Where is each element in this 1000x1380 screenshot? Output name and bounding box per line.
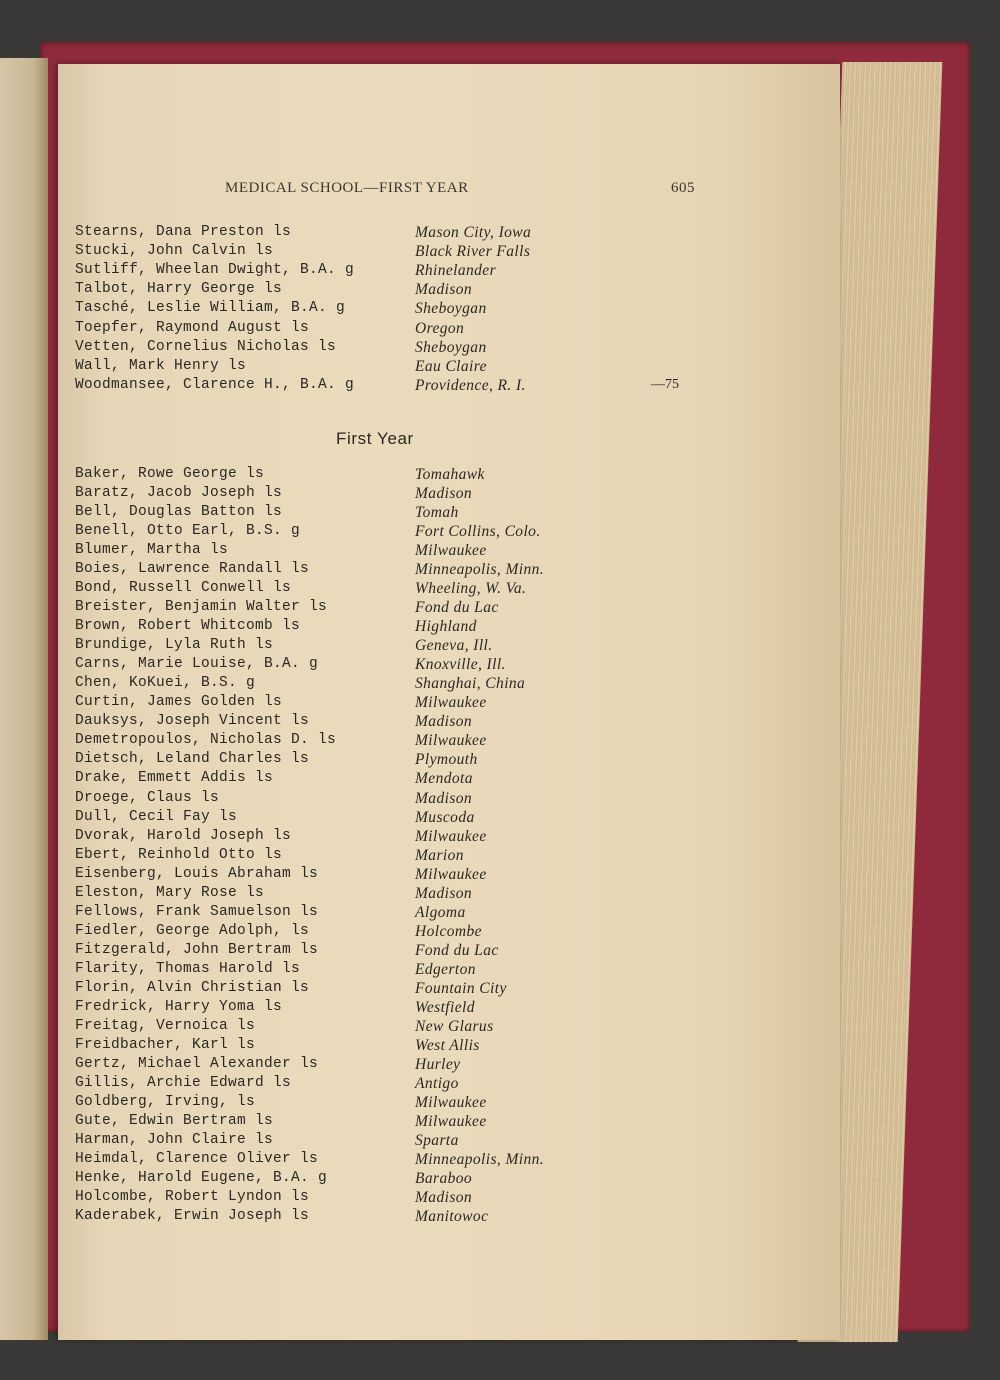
list-item <box>75 485 705 504</box>
list-item <box>75 999 705 1018</box>
hometown: Mendota <box>415 770 473 788</box>
list-item <box>75 885 705 904</box>
hometown: Wheeling, W. Va. <box>415 580 527 598</box>
student-name: Stucki, John Calvin ls <box>75 243 274 260</box>
list-item <box>75 828 705 847</box>
list-item <box>75 1170 705 1189</box>
student-name: Freidbacher, Karl ls <box>75 1036 256 1053</box>
student-name: Goldberg, Irving, ls <box>75 1093 256 1110</box>
list-item <box>75 656 705 675</box>
list-item <box>75 637 705 656</box>
hometown: Mason City, Iowa <box>415 224 532 241</box>
list-item <box>75 1018 705 1037</box>
previous-year-count-row <box>75 377 705 396</box>
student-name: Sutliff, Wheelan Dwight, B.A. g <box>75 262 355 279</box>
student-name: Fiedler, George Adolph, ls <box>75 922 310 939</box>
hometown: Madison <box>415 281 473 299</box>
list-item <box>75 599 705 618</box>
hometown: Madison <box>415 884 473 902</box>
list-item <box>75 980 705 999</box>
student-name: Brundige, Lyla Ruth ls <box>75 637 274 654</box>
hometown: Milwaukee <box>415 1093 487 1111</box>
student-name: Tasché, Leslie William, B.A. g <box>75 300 346 317</box>
hometown: Madison <box>415 713 473 731</box>
hometown: Minneapolis, Minn. <box>415 561 545 579</box>
list-item <box>75 542 705 561</box>
list-item <box>75 1189 705 1208</box>
student-name: Baker, Rowe George ls <box>75 466 265 482</box>
hometown: Sheboygan <box>415 300 487 318</box>
hometown: Oregon <box>415 319 465 337</box>
hometown: Madison <box>415 485 473 503</box>
list-item <box>75 942 705 961</box>
student-name: Carns, Marie Louise, B.A. g <box>75 656 319 673</box>
student-name: Wall, Mark Henry ls <box>75 357 247 374</box>
student-name: Dauksys, Joseph Vincent ls <box>75 713 310 730</box>
hometown: Milwaukee <box>415 732 487 750</box>
hometown: Manitowoc <box>415 1208 489 1226</box>
list-item <box>75 961 705 980</box>
list-item <box>75 523 705 542</box>
student-name: Freitag, Vernoica ls <box>75 1017 256 1034</box>
list-item <box>75 1094 705 1113</box>
hometown: Tomahawk <box>415 466 485 483</box>
student-name: Flarity, Thomas Harold ls <box>75 960 301 977</box>
student-name: Breister, Benjamin Walter ls <box>75 599 328 616</box>
list-item <box>75 847 705 866</box>
hometown: Edgerton <box>415 960 476 978</box>
hometown: Fountain City <box>415 979 507 997</box>
list-item <box>75 320 705 339</box>
student-name: Vetten, Cornelius Nicholas ls <box>75 338 337 355</box>
hometown: Hurley <box>415 1055 461 1073</box>
hometown: Marion <box>415 846 464 864</box>
list-item <box>75 561 705 580</box>
student-name: Toepfer, Raymond August ls <box>75 319 310 336</box>
list-item <box>75 866 705 885</box>
list-item <box>75 300 705 319</box>
list-item <box>75 770 705 789</box>
hometown: Algoma <box>415 903 466 921</box>
student-name: Dvorak, Harold Joseph ls <box>75 827 292 844</box>
student-name: Holcombe, Robert Lyndon ls <box>75 1189 310 1206</box>
student-name: Chen, KoKuei, B.S. g <box>75 675 256 692</box>
hometown: Fort Collins, Colo. <box>415 523 541 541</box>
list-item <box>75 281 705 300</box>
hometown: West Allis <box>415 1036 480 1054</box>
list-item <box>75 243 705 262</box>
hometown: Eau Claire <box>415 357 487 375</box>
hometown: Providence, R. I. <box>415 376 526 394</box>
student-name: Talbot, Harry George ls <box>75 281 283 298</box>
hometown: Milwaukee <box>415 827 487 845</box>
list-item <box>75 675 705 694</box>
student-name: Brown, Robert Whitcomb ls <box>75 618 301 635</box>
hometown: Fond du Lac <box>415 941 499 959</box>
list-item <box>75 224 705 243</box>
hometown: Highland <box>415 618 477 636</box>
student-name: Bond, Russell Conwell ls <box>75 580 292 597</box>
hometown: Madison <box>415 789 473 807</box>
student-name: Dull, Cecil Fay ls <box>75 808 238 825</box>
list-item <box>75 923 705 942</box>
list-item <box>75 618 705 637</box>
list-item <box>75 504 705 523</box>
student-name: Blumer, Martha ls <box>75 542 229 559</box>
hometown: Tomah <box>415 504 459 522</box>
student-name: Dietsch, Leland Charles ls <box>75 751 310 768</box>
list-item <box>75 1075 705 1094</box>
hometown: Milwaukee <box>415 694 487 712</box>
student-name: Henke, Harold Eugene, B.A. g <box>75 1170 328 1187</box>
hometown: Plymouth <box>415 751 478 769</box>
hometown: Geneva, Ill. <box>415 637 493 655</box>
section-heading: First Year <box>336 429 414 448</box>
list-item <box>75 1208 705 1227</box>
hometown: Minneapolis, Minn. <box>415 1151 545 1169</box>
student-name: Harman, John Claire ls <box>75 1132 274 1149</box>
student-name: Boies, Lawrence Randall ls <box>75 561 310 578</box>
hometown: Sparta <box>415 1132 459 1150</box>
list-item <box>75 809 705 828</box>
hometown: Shanghai, China <box>415 675 526 693</box>
student-name: Woodmansee, Clarence H., B.A. g <box>75 376 355 393</box>
hometown: Milwaukee <box>415 865 487 883</box>
hometown: Knoxville, Ill. <box>415 656 506 674</box>
list-item <box>75 790 705 809</box>
list-item <box>75 713 705 732</box>
list-item <box>75 580 705 599</box>
list-item <box>75 339 705 358</box>
hometown: Sheboygan <box>415 338 487 356</box>
previous-page-edge <box>0 58 48 1340</box>
student-name: Gute, Edwin Bertram ls <box>75 1113 274 1130</box>
student-name: Fellows, Frank Samuelson ls <box>75 903 319 920</box>
list-item <box>75 466 705 485</box>
student-name: Curtin, James Golden ls <box>75 694 283 711</box>
hometown: Milwaukee <box>415 542 487 560</box>
list-item <box>75 1056 705 1075</box>
hometown: Black River Falls <box>415 243 531 261</box>
hometown: Fond du Lac <box>415 599 499 617</box>
list-item <box>75 1132 705 1151</box>
student-name: Eisenberg, Louis Abraham ls <box>75 865 319 882</box>
list-item <box>75 1113 705 1132</box>
running-head <box>225 180 695 202</box>
student-name: Fredrick, Harry Yoma ls <box>75 998 283 1015</box>
student-name: Florin, Alvin Christian ls <box>75 979 310 996</box>
running-head-title: MEDICAL SCHOOL—FIRST YEAR <box>225 180 469 196</box>
student-name: Heimdal, Clarence Oliver ls <box>75 1151 319 1168</box>
student-name: Gillis, Archie Edward ls <box>75 1074 292 1091</box>
student-name: Fitzgerald, John Bertram ls <box>75 941 319 958</box>
list-item <box>75 904 705 923</box>
list-item <box>75 262 705 281</box>
hometown: Antigo <box>415 1074 459 1092</box>
student-name: Demetropoulos, Nicholas D. ls <box>75 732 337 749</box>
student-name: Bell, Douglas Batton ls <box>75 504 283 521</box>
student-name: Gertz, Michael Alexander ls <box>75 1055 319 1072</box>
hometown: Milwaukee <box>415 1113 487 1131</box>
student-name: Eleston, Mary Rose ls <box>75 884 265 901</box>
hometown: Baraboo <box>415 1170 473 1188</box>
student-name: Ebert, Reinhold Otto ls <box>75 846 283 863</box>
list-item <box>75 1037 705 1056</box>
previous-year-count: —75 <box>651 377 679 392</box>
student-name: Baratz, Jacob Joseph ls <box>75 485 283 502</box>
hometown: Rhinelander <box>415 262 497 280</box>
hometown: Madison <box>415 1189 473 1207</box>
student-name: Benell, Otto Earl, B.S. g <box>75 523 301 540</box>
student-name: Stearns, Dana Preston ls <box>75 224 292 240</box>
hometown: New Glarus <box>415 1017 494 1035</box>
hometown: Holcombe <box>415 922 482 940</box>
list-item <box>75 358 705 377</box>
list-item <box>75 751 705 770</box>
list-item <box>75 732 705 751</box>
page-number: 605 <box>671 180 695 196</box>
student-name: Droege, Claus ls <box>75 789 220 806</box>
student-name: Drake, Emmett Addis ls <box>75 770 274 787</box>
hometown: Muscoda <box>415 808 475 826</box>
list-item <box>75 1151 705 1170</box>
hometown: Westfield <box>415 998 475 1016</box>
student-name: Kaderabek, Erwin Joseph ls <box>75 1208 310 1225</box>
list-item <box>75 694 705 713</box>
